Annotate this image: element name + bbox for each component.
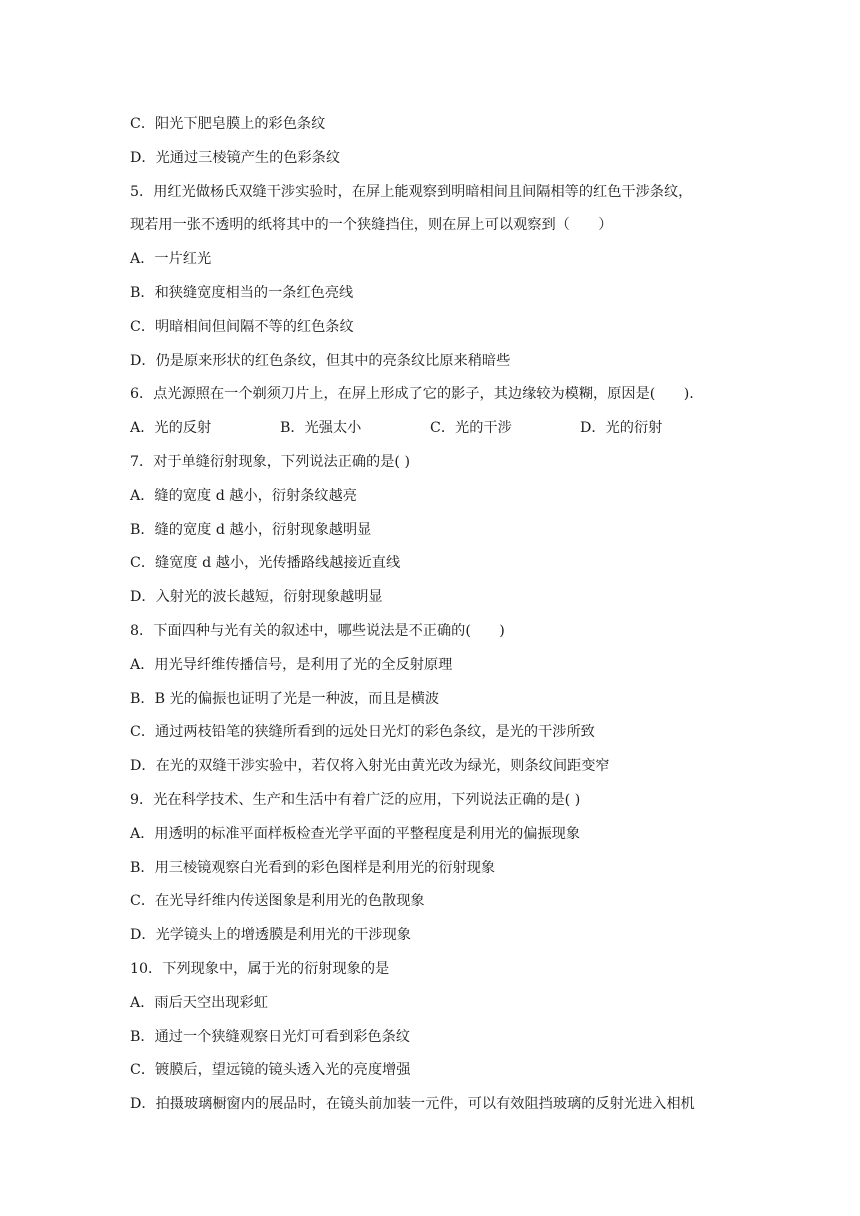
q6-option-c: C．光的干涉 [430, 420, 512, 437]
option-line: C．缝宽度 d 越小，光传播路线越接近直线 [130, 555, 401, 572]
question-stem: 9．光在科学技术、生产和生活中有着广泛的应用，下列说法正确的是( ) [130, 791, 581, 808]
question-stem: 10．下列现象中，属于光的衍射现象的是 [130, 960, 390, 977]
option-line: A．用透明的标准平面样板检查光学平面的平整程度是利用光的偏振现象 [130, 825, 581, 842]
q6-option-b: B．光强太小 [280, 420, 362, 437]
question-stem: 6．点光源照在一个剃须刀片上，在屏上形成了它的影子，其边缘较为模糊，原因是( ). [130, 386, 694, 403]
question-text [130, 108, 740, 1122]
option-line: B．B 光的偏振也证明了光是一种波，而且是横波 [130, 690, 440, 707]
option-line: B．缝的宽度 d 越小，衍射现象越明显 [130, 521, 372, 538]
option-line: C．阳光下肥皂膜上的彩色条纹 [130, 116, 326, 132]
option-line: A．雨后天空出现彩虹 [130, 994, 268, 1011]
q6-options-row [130, 412, 740, 446]
q6-option-a: A．光的反射 [130, 420, 212, 437]
option-line: D．入射光的波长越短，衍射现象越明显 [130, 589, 383, 606]
option-line: C．明暗相间但间隔不等的红色条纹 [130, 318, 354, 335]
option-line: B．通过一个狭缝观察日光灯可看到彩色条纹 [130, 1028, 410, 1045]
question-stem: 5．用红光做杨氏双缝干涉实验时，在屏上能观察到明暗相间且间隔相等的红色干涉条纹， [130, 183, 693, 200]
option-line: D．仍是原来形状的红色条纹，但其中的亮条纹比原来稍暗些 [130, 352, 511, 369]
option-line: A．用光导纤维传播信号，是利用了光的全反射原理 [130, 656, 453, 673]
question-stem: 8．下面四种与光有关的叙述中，哪些说法是不正确的( ) [130, 622, 505, 639]
option-line: D．在光的双缝干涉实验中，若仅将入射光由黄光改为绿光，则条纹间距变窄 [130, 758, 610, 775]
option-line: D．光通过三棱镜产生的色彩条纹 [130, 149, 341, 166]
option-line: B．和狭缝宽度相当的一条红色亮线 [130, 284, 354, 301]
option-line: C．镀膜后，望远镜的镜头透入光的亮度增强 [130, 1062, 411, 1079]
option-line: A．一片红光 [130, 251, 212, 268]
option-line: D．光学镜头上的增透膜是利用光的干涉现象 [130, 927, 411, 944]
question-stem: 现若用一张不透明的纸将其中的一个狭缝挡住，则在屏上可以观察到（ ） [130, 217, 613, 234]
option-line: C．在光导纤维内传送图象是利用光的色散现象 [130, 893, 425, 910]
question-stem: 7．对于单缝衍射现象，下列说法正确的是( ) [130, 453, 410, 470]
option-line: B．用三棱镜观察白光看到的彩色图样是利用光的衍射现象 [130, 859, 496, 876]
option-line: A．缝的宽度 d 越小，衍射条纹越亮 [130, 487, 357, 504]
option-line: C．通过两枝铅笔的狭缝所看到的远处日光灯的彩色条纹，是光的干涉所致 [130, 724, 595, 741]
option-line: D．拍摄玻璃橱窗内的展品时，在镜头前加装一元件，可以有效阻挡玻璃的反射光进入相机 [130, 1096, 695, 1113]
q6-option-d: D．光的衍射 [580, 420, 663, 437]
